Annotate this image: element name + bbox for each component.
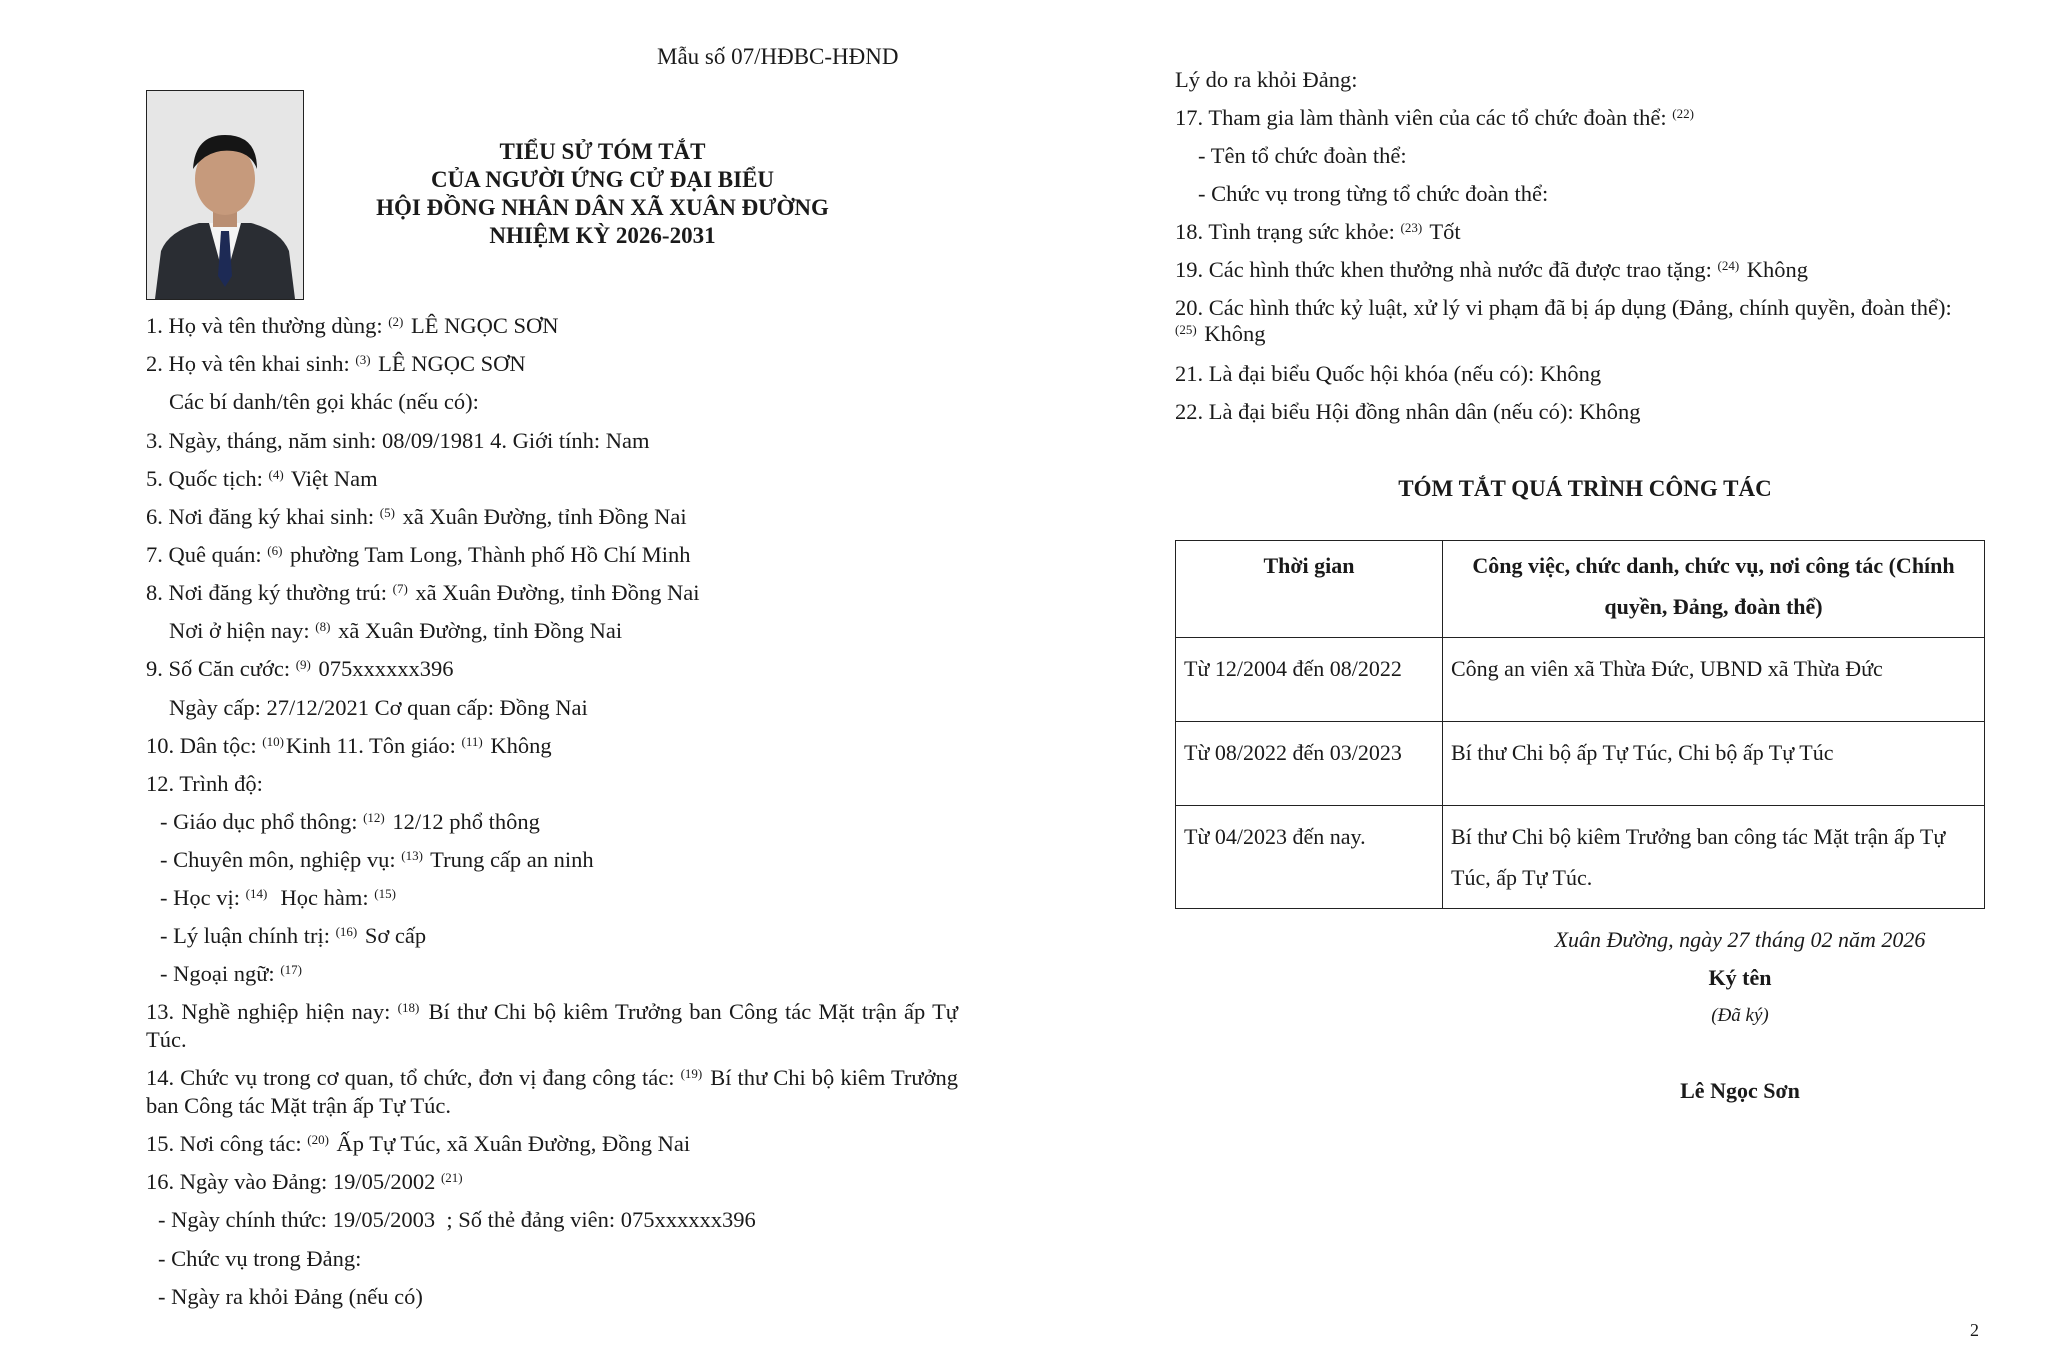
- table-cell-position: Bí thư Chi bộ kiêm Trưởng ban công tác Mặt trận ấp Tự Túc, ấp Tự Túc.: [1443, 806, 1985, 909]
- signature-place-date: Xuân Đường, ngày 27 tháng 02 năm 2026: [1554, 927, 1926, 952]
- field-party-join-date: 16. Ngày vào Đảng: 19/05/2002 $^{(21)}$: [146, 1169, 463, 1194]
- field-permanent-residence: 8. Nơi đăng ký thường trú: $^{(7)}$ xã Xuân Đường, tỉnh Đồng Nai: [146, 580, 700, 605]
- field-professional: - Chuyên môn, nghiệp vụ: $^{(13)}$ Trung cấp an ninh: [160, 847, 594, 872]
- field-aliases: Các bí danh/tên gọi khác (nếu có):: [169, 389, 479, 414]
- field-current-residence: Nơi ở hiện nay: $^{(8)}$ xã Xuân Đường, tỉnh Đồng Nai: [169, 618, 623, 643]
- field-organization-roles: - Chức vụ trong từng tổ chức đoàn thể:: [1198, 181, 1549, 206]
- field-organization-name: - Tên tổ chức đoàn thể:: [1198, 143, 1407, 168]
- document-heading: [330, 138, 875, 250]
- candidate-photo: [146, 90, 304, 300]
- field-discipline: 20. Các hình thức kỷ luật, xử lý vi phạm đã bị áp dụng (Đảng, chính quyền, đoàn thể):: [1175, 295, 1952, 320]
- field-birth-registration: 6. Nơi đăng ký khai sinh: $^{(5)}$ xã Xuân Đường, tỉnh Đồng Nai: [146, 504, 687, 529]
- field-political-theory: - Lý luận chính trị: $^{(16)}$ Sơ cấp: [160, 923, 427, 948]
- column-header-time: Thời gian: [1176, 541, 1443, 638]
- field-peoples-council: 22. Là đại biểu Hội đồng nhân dân (nếu có): Không: [1175, 399, 1641, 424]
- field-hometown: 7. Quê quán: $^{(6)}$ phường Tam Long, Thành phố Hồ Chí Minh: [146, 542, 691, 567]
- field-nationality: 5. Quốc tịch: $^{(4)}$ Việt Nam: [146, 466, 378, 491]
- heading-line-2: CỦA NGƯỜI ỨNG CỬ ĐẠI BIỂU: [430, 167, 775, 192]
- form-number: Mẫu số 07/HĐBC-HĐND: [657, 44, 899, 69]
- table-cell-time: Từ 08/2022 đến 03/2023: [1176, 722, 1443, 806]
- field-general-education: - Giáo dục phổ thông: $^{(12)}$ 12/12 phổ thông: [160, 809, 540, 834]
- portrait-photo-icon: [147, 91, 303, 299]
- signature-label: Ký tên: [1708, 965, 1772, 990]
- table-row: [1176, 638, 1985, 722]
- column-header-position: Công việc, chức danh, chức vụ, nơi công tác (Chính quyền, Đảng, đoàn thể): [1443, 541, 1985, 638]
- field-birthdate-gender: 3. Ngày, tháng, năm sinh: 08/09/1981 4. Giới tính: Nam: [146, 428, 650, 453]
- field-ethnicity-religion: 10. Dân tộc: $^{(10)}$Kinh 11. Tôn giáo: $^{(11)}$ Không: [146, 733, 552, 758]
- table-row: [1176, 806, 1985, 909]
- field-education-heading: 12. Trình độ:: [146, 771, 263, 796]
- field-current-position: 14. Chức vụ trong cơ quan, tổ chức, đơn vị đang công tác: $^{(19)}$ Bí thư Chi bộ kiêm Trưởng ban Công tác Mặt trận ấp Tự Túc.: [146, 1065, 958, 1118]
- field-party-position: - Chức vụ trong Đảng:: [158, 1246, 362, 1271]
- field-id-number: 9. Số Căn cước: $^{(9)}$ 075xxxxxx396: [146, 656, 454, 681]
- field-common-name: 1. Họ và tên thường dùng: $^{(2)}$ LÊ NGỌC SƠN: [146, 313, 559, 338]
- field-national-assembly: 21. Là đại biểu Quốc hội khóa (nếu có): Không: [1175, 361, 1602, 386]
- field-degree: - Học vị: $^{(14)}$ Học hàm: $^{(15)}$: [160, 885, 396, 910]
- work-history-table: [1175, 540, 1985, 909]
- field-awards: 19. Các hình thức khen thưởng nhà nước đã được trao tặng: $^{(24)}$ Không: [1175, 257, 1809, 282]
- field-id-issue: Ngày cấp: 27/12/2021 Cơ quan cấp: Đồng Nai: [169, 695, 588, 720]
- signature-signed-note: (Đã ký): [1711, 1005, 1769, 1026]
- page-number: 2: [1970, 1320, 1979, 1340]
- table-row: [1176, 722, 1985, 806]
- table-header-row: [1176, 541, 1985, 638]
- table-cell-position: Công an viên xã Thừa Đức, UBND xã Thừa Đức: [1443, 638, 1985, 722]
- field-party-leave-reason: Lý do ra khỏi Đảng:: [1175, 67, 1358, 92]
- work-history-title: TÓM TẮT QUÁ TRÌNH CÔNG TÁC: [1398, 476, 1772, 501]
- field-organizations: 17. Tham gia làm thành viên của các tổ chức đoàn thể: $^{(22)}$: [1175, 105, 1694, 130]
- field-party-official-date: - Ngày chính thức: 19/05/2003 ; Số thẻ đảng viên: 075xxxxxx396: [158, 1207, 756, 1232]
- heading-line-1: TIỂU SỬ TÓM TẮT: [499, 139, 706, 164]
- table-cell-time: Từ 12/2004 đến 08/2022: [1176, 638, 1443, 722]
- field-discipline-value: $^{(25)}$ Không: [1175, 321, 1266, 346]
- field-workplace: 15. Nơi công tác: $^{(20)}$ Ấp Tự Túc, xã Xuân Đường, Đồng Nai: [146, 1131, 691, 1156]
- field-birth-name: 2. Họ và tên khai sinh: $^{(3)}$ LÊ NGỌC SƠN: [146, 351, 526, 376]
- heading-line-3: HỘI ĐỒNG NHÂN DÂN XÃ XUÂN ĐƯỜNG: [376, 195, 829, 220]
- field-party-leave-date: - Ngày ra khỏi Đảng (nếu có): [158, 1284, 423, 1309]
- heading-line-4: NHIỆM KỲ 2026-2031: [489, 223, 716, 248]
- table-cell-position: Bí thư Chi bộ ấp Tự Túc, Chi bộ ấp Tự Túc: [1443, 722, 1985, 806]
- field-current-occupation: 13. Nghề nghiệp hiện nay: $^{(18)}$ Bí thư Chi bộ kiêm Trưởng ban Công tác Mặt trận ấp Tự Túc.: [146, 999, 959, 1052]
- table-cell-time: Từ 04/2023 đến nay.: [1176, 806, 1443, 909]
- signer-name: Lê Ngọc Sơn: [1680, 1078, 1800, 1103]
- field-foreign-language: - Ngoại ngữ: $^{(17)}$: [160, 961, 302, 986]
- field-health: 18. Tình trạng sức khỏe: $^{(23)}$ Tốt: [1175, 219, 1461, 244]
